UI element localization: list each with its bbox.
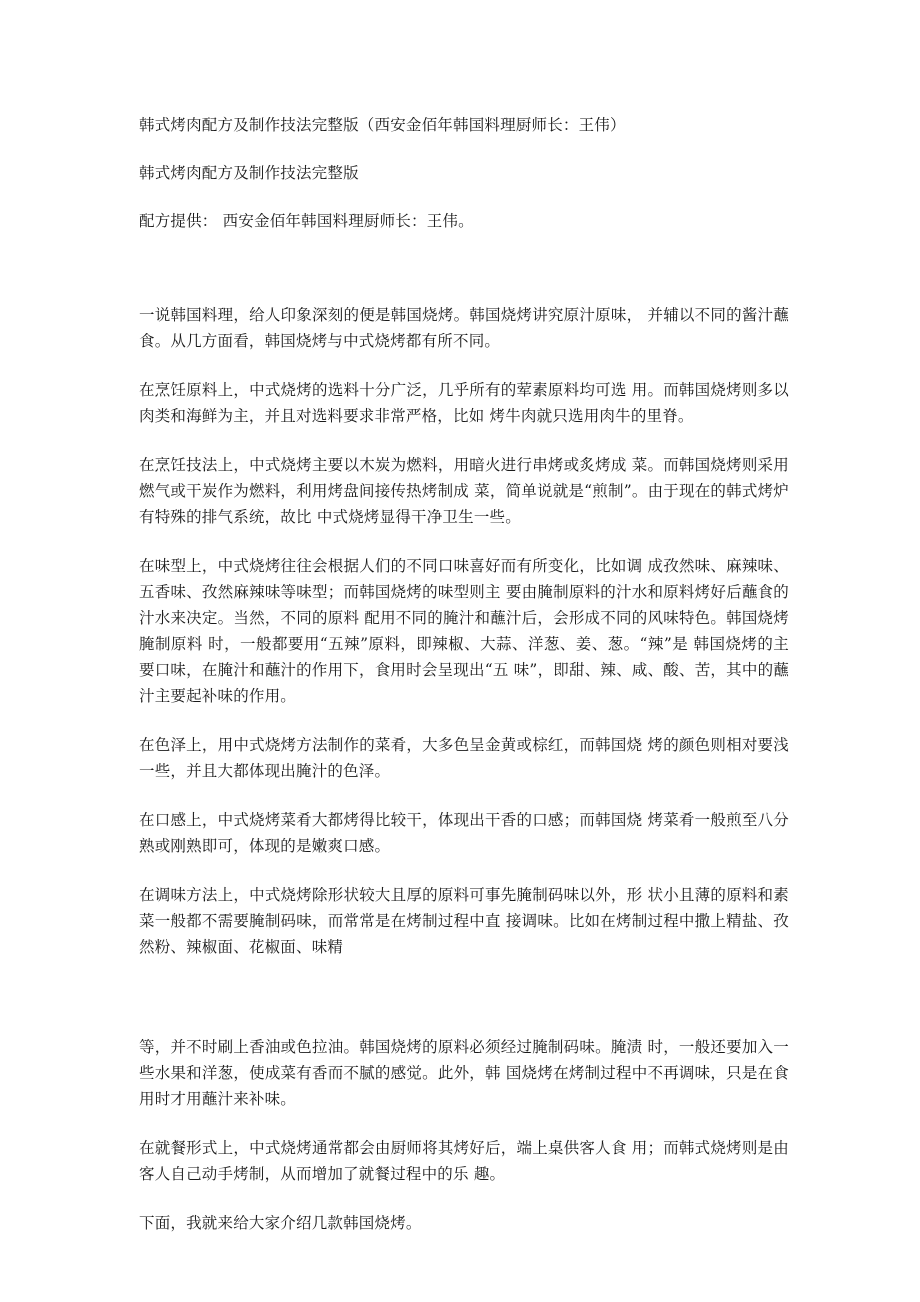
paragraph-flavor: 在味型上，中式烧烤往往会根据人们的不同口味喜好而有所变化，比如调 成孜然味、麻辣味、五香味、孜然麻辣味等味型；而韩国烧烤的味型则主 要由腌制原料的汁水和原料烤好后蘸食的汁水来决定。当然，不同的原料 配用不同的腌汁和蘸汁后，会形成不同的风味特色。韩国烧烤腌制原料 时，一般都要用“五辣”原料，即辣椒、大蒜、洋葱、姜、葱。“辣”是 韩国烧烤的主要口味，在腌汁和蘸汁的作用下，食用时会呈现出“五 味”，即甜、辣、咸、酸、苦，其中的蘸汁主要起补味的作用。 [139,557,789,705]
paragraph-seasoning-continued: 等，并不时刷上香油或色拉油。韩国烧烤的原料必须经过腌制码味。腌渍 时，一般还要加入一些水果和洋葱，使成菜有香而不腻的感觉。此外，韩 国烧烤在烤制过程中不再调味，只是在食用时才用蘸汁来补味。 [139,1038,789,1108]
paragraph-dining-style: 在就餐形式上，中式烧烤通常都会由厨师将其烤好后，端上桌供客人食 用；而韩式烧烤则是由客人自己动手烤制，从而增加了就餐过程中的乐 趣。 [139,1139,789,1183]
paragraph-intro: 一说韩国料理，给人印象深刻的便是韩国烧烤。韩国烧烤讲究原汁原味， 并辅以不同的酱汁蘸食。从几方面看，韩国烧烤与中式烧烤都有所不同。 [139,306,789,350]
paragraph-technique: 在烹饪技法上，中式烧烤主要以木炭为燃料，用暗火进行串烤或炙烤成 菜。而韩国烧烤则采用燃气或干炭作为燃料，利用烤盘间接传热烤制成 菜，简单说就是“煎制”。由于现在的韩式烤炉有特殊的排气系统，故比 中式烧烤显得干净卫生一些。 [139,456,789,526]
paragraph-ingredients: 在烹饪原料上，中式烧烤的选料十分广泛，几乎所有的荤素原料均可选 用。而韩国烧烤则多以肉类和海鲜为主，并且对选料要求非常严格，比如 烤牛肉就只选用肉牛的里脊。 [139,381,789,425]
document-title: 韩式烤肉配方及制作技法完整版（西安金佰年韩国料理厨师长：王伟） [139,116,626,134]
document-body [139,302,789,1259]
document-subtitle: 韩式烤肉配方及制作技法完整版 [139,164,359,182]
recipe-provider: 配方提供： 西安金佰年韩国料理厨师长：王伟。 [139,212,474,230]
paragraph-closing: 下面，我就来给大家介绍几款韩国烧烤。 [139,1214,422,1232]
paragraph-color: 在色泽上，用中式烧烤方法制作的菜肴，大多色呈金黄或棕红，而韩国烧 烤的颜色则相对要浅一些，并且大都体现出腌汁的色泽。 [139,736,789,780]
paragraph-texture: 在口感上，中式烧烤菜肴大都烤得比较干，体现出干香的口感；而韩国烧 烤菜肴一般煎至八分熟或刚熟即可，体现的是嫩爽口感。 [139,811,789,855]
paragraph-seasoning: 在调味方法上，中式烧烤除形状较大且厚的原料可事先腌制码味以外，形 状小且薄的原料和素菜一般都不需要腌制码味，而常常是在烤制过程中直 接调味。比如在烤制过程中撒上精盐、孜然粉、辣椒面、花椒面、味精 [139,886,789,956]
